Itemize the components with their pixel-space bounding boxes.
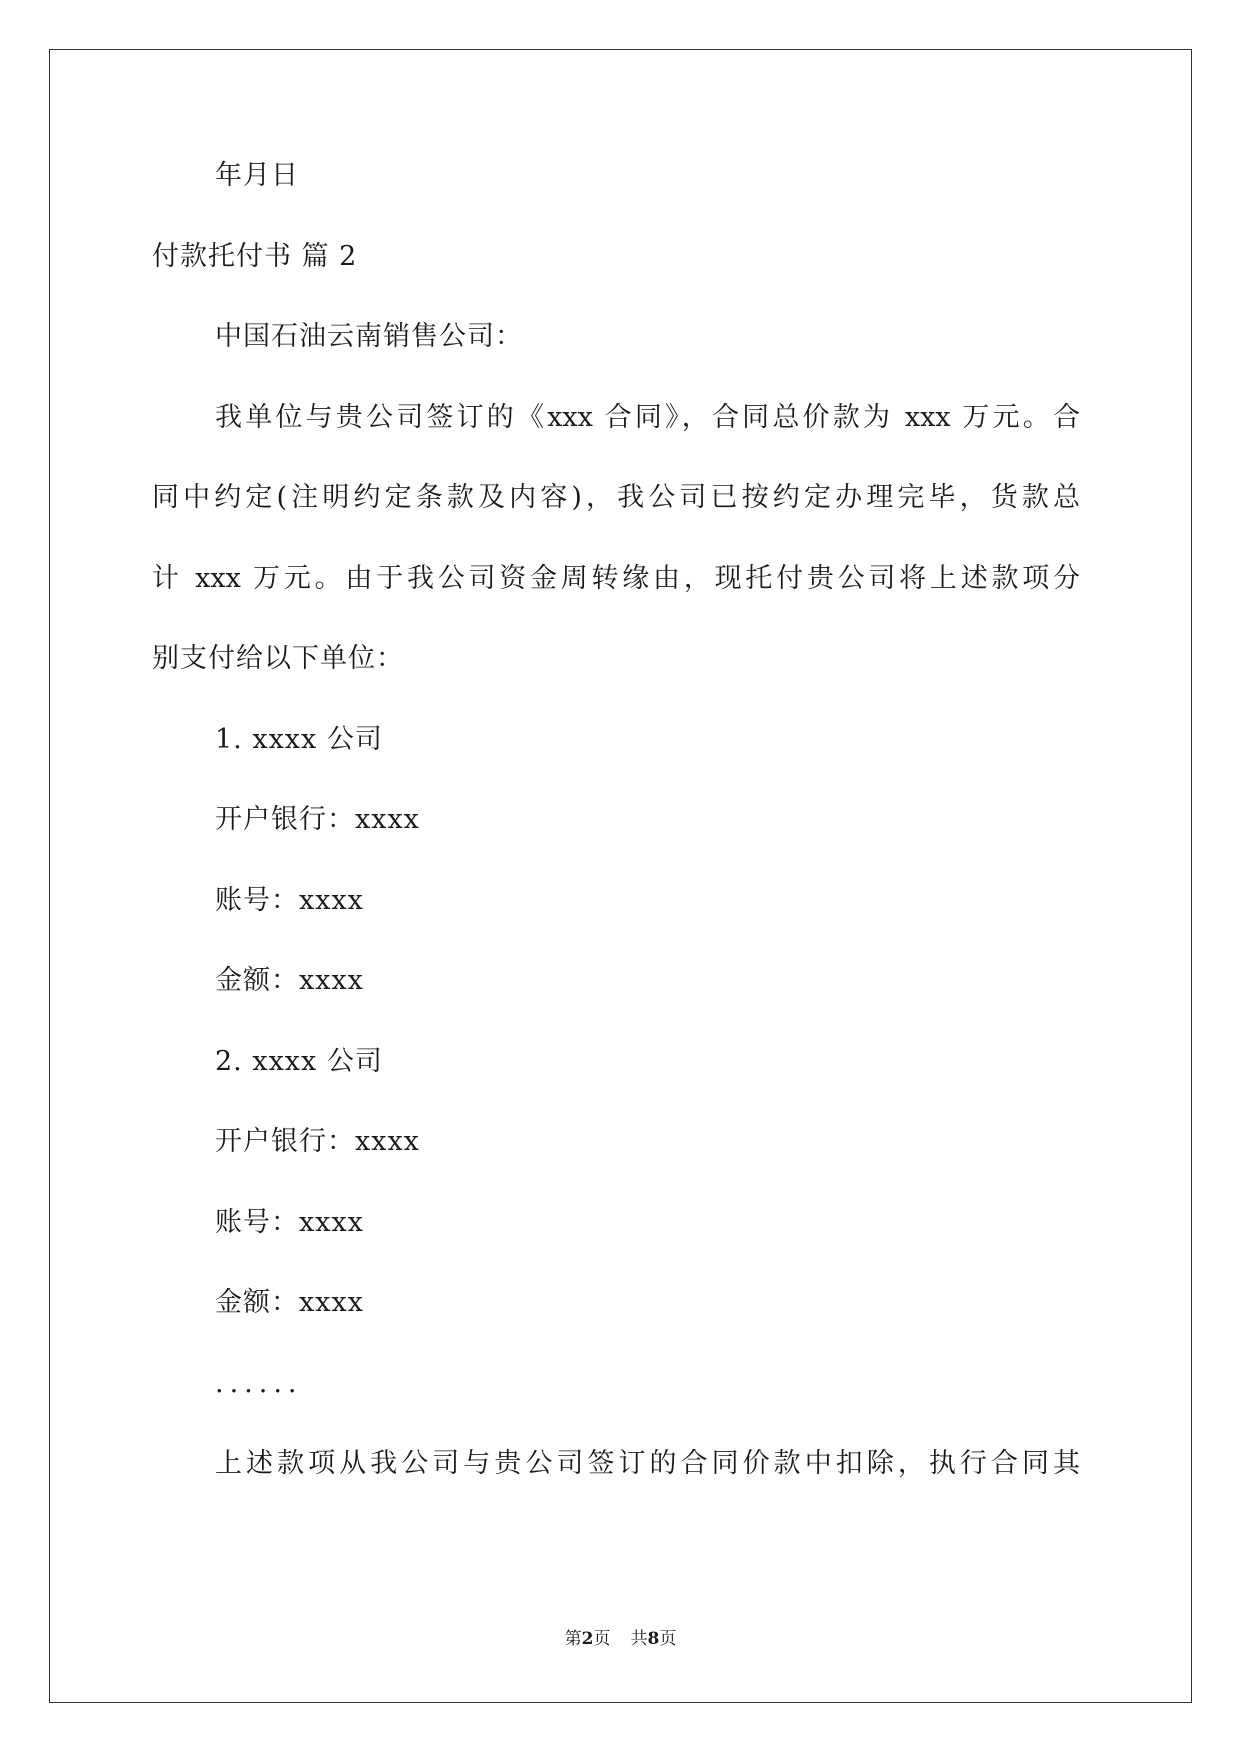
- footer-page-current: 2: [581, 1629, 594, 1649]
- company-1-account: 账号：xxxx: [215, 885, 364, 916]
- footer-total-prefix: 共: [630, 1629, 648, 1649]
- footer-page-unit: 页: [593, 1629, 611, 1649]
- paragraph-line: 我单位与贵公司签订的《xxx 合同》，合同总价款为 xxx 万元。合: [215, 402, 1080, 433]
- company-2-account: 账号：xxxx: [215, 1207, 364, 1238]
- company-1-title: 1. xxxx 公司: [215, 724, 383, 755]
- section-heading: 付款托付书 篇 2: [152, 241, 358, 272]
- footer-total-unit: 页: [659, 1629, 677, 1649]
- company-1-bank: 开户银行：xxxx: [215, 804, 420, 835]
- footer-page-total: 8: [647, 1629, 660, 1649]
- date-line: 年月日: [215, 160, 299, 191]
- paragraph-line: 计 xxx 万元。由于我公司资金周转缘由，现托付贵公司将上述款项分: [152, 563, 1080, 594]
- ellipsis-line: ......: [215, 1368, 303, 1399]
- company-2-title: 2. xxxx 公司: [215, 1046, 383, 1077]
- addressee-line: 中国石油云南销售公司：: [215, 321, 523, 352]
- paragraph-line: 上述款项从我公司与贵公司签订的合同价款中扣除，执行合同其: [215, 1448, 1080, 1479]
- paragraph-line: 别支付给以下单位：: [152, 643, 404, 674]
- paragraph-line: 同中约定(注明约定条款及内容)，我公司已按约定办理完毕，货款总: [152, 482, 1080, 513]
- company-2-amount: 金额：xxxx: [215, 1287, 364, 1318]
- page-footer: [0, 1629, 1241, 1649]
- footer-page-prefix: 第: [564, 1629, 582, 1649]
- company-2-bank: 开户银行：xxxx: [215, 1126, 420, 1157]
- company-1-amount: 金额：xxxx: [215, 965, 364, 996]
